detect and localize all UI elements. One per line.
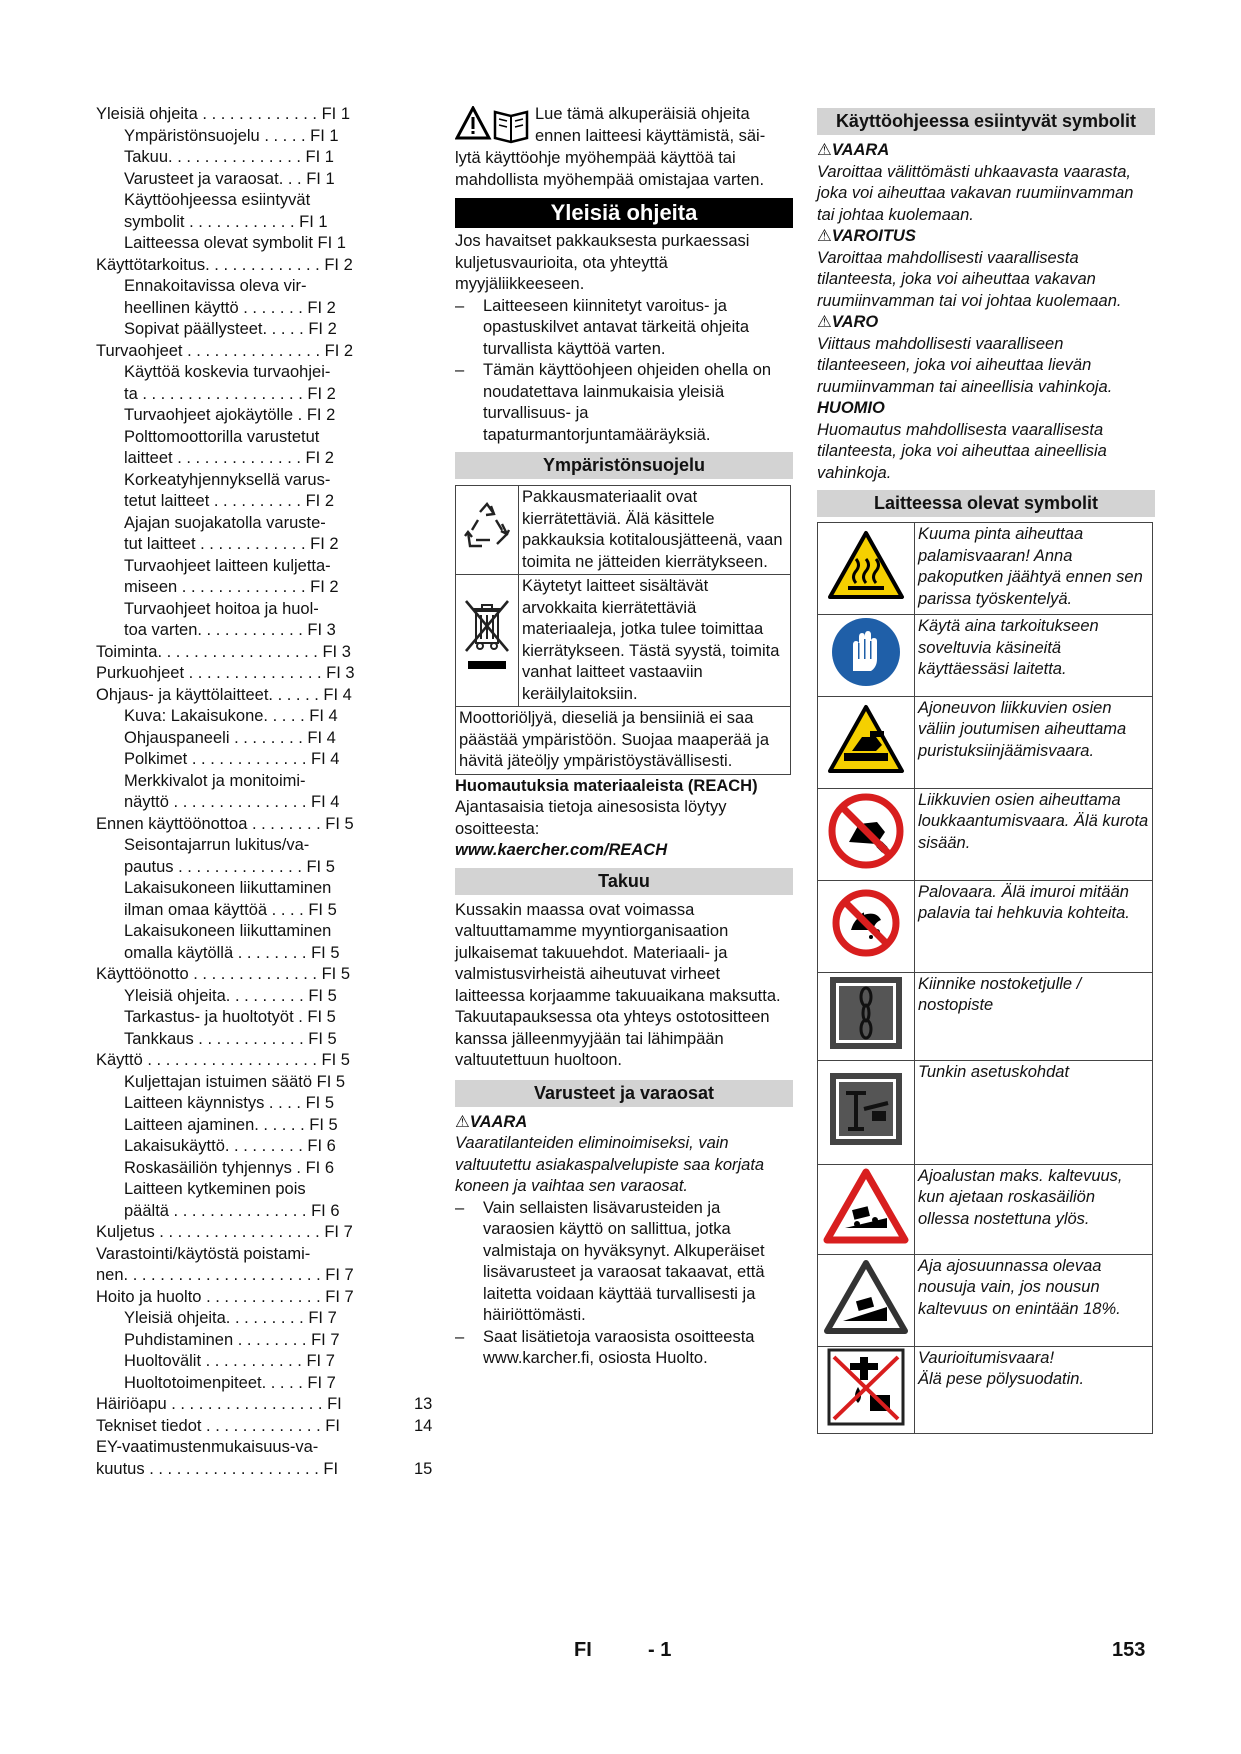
section-title-environment: Ympäristönsuojelu bbox=[455, 452, 793, 479]
footer-page-number: 153 bbox=[1112, 1639, 1146, 1661]
symbol-description: Varoittaa mahdollisesti vaarallisesta tilanteesta, joka voi aiheuttaa vakavan ruumiinvamman tai voi johtaa kuolemaan. bbox=[817, 248, 1122, 310]
reach-text: Ajantasaisia tietoja ainesosista löytyy osoitteesta: bbox=[455, 798, 727, 838]
toc-entry[interactable]: Hoito ja huolto . . . . . . . . . . . . . FI 7 bbox=[96, 1287, 354, 1306]
toc-entry[interactable]: Sopivat päällysteet. . . . . FI 2 bbox=[124, 320, 337, 338]
warranty-text: Kussakin maassa ovat voimassa valtuuttamamme myyntiorganisaation julkaisemat takuuehdot. Materiaali- ja valmistusvirheistä aiheutuvat virheet laitteessa korjaamme takuuaikana maksutta. Takuutapauksessa ota yhteys ostotositteen kanssa jälleenmyyjään tai lähimpään valtuutettuun huoltoon. bbox=[455, 900, 781, 1069]
manual-symbols-list bbox=[817, 140, 1155, 484]
toc-page-number: 15 bbox=[414, 1459, 433, 1478]
toc-entry[interactable]: EY-vaatimustenmukaisuus-va- kuutus . . . . . . . . . . . . . . . . . . . FI 15 bbox=[96, 1437, 378, 1480]
toc-entry[interactable]: Käyttöohjeessa esiintyvät symbolit . . . . . . . . . . . . FI 1 bbox=[124, 191, 328, 231]
toc-entry[interactable]: Kuljetus . . . . . . . . . . . . . . . . . . FI 7 bbox=[96, 1223, 353, 1241]
weee-bin-icon bbox=[456, 575, 519, 707]
toc-entry[interactable]: Ohjaus- ja käyttölaitteet. . . . . . FI 4 bbox=[96, 685, 352, 704]
warning-triangle-icon: ⚠ bbox=[817, 313, 832, 331]
intro-notice bbox=[455, 104, 793, 192]
toc-entry[interactable]: Turvaohjeet laitteen kuljetta- miseen . . . . . . . . . . . . . . FI 2 bbox=[124, 556, 339, 596]
symbol-description: Ajoneuvon liikkuvien osien väliin joutumisen aiheuttama puristuksiinjäämisvaara. bbox=[915, 696, 1153, 788]
toc-entry[interactable]: Laitteessa olevat symbolit FI 1 bbox=[124, 234, 346, 252]
toc-entry[interactable]: Huoltovälit . . . . . . . . . . . FI 7 bbox=[124, 1352, 335, 1370]
table-row bbox=[818, 1060, 1153, 1164]
symbol-description: Käytä aina tarkoitukseen soveltuvia käsineitä käyttäessäsi laitetta. bbox=[915, 615, 1153, 697]
table-row bbox=[818, 880, 1153, 972]
list-item: – Vain sellaisten lisävarusteiden ja varaosien käyttö on sallittua, jotka valmistaja on hyväksynyt. Alkuperäiset lisävarusteet ja varaosat takaavat, että laitetta voidaan käyttää turvallisesti ja häiriöttömästi. bbox=[455, 1198, 765, 1324]
list-item: – Laitteeseen kiinnitetyt varoitus- ja opastuskilvet antavat tärkeitä ohjeita turvallista käyttöä varten. bbox=[455, 296, 749, 358]
toc-page-number: 13 bbox=[414, 1395, 433, 1413]
table-row bbox=[818, 523, 1153, 615]
environment-text-packaging: Pakkausmateriaalit ovat kierrätettäviä. Älä käsittele pakkauksia kotitalousjätteenä, vaan toimita ne jätteiden kierrätykseen. bbox=[519, 486, 791, 575]
section-title-general: Yleisiä ohjeita bbox=[455, 198, 793, 228]
toc-entry[interactable]: Käyttöönotto . . . . . . . . . . . . . . FI 5 bbox=[96, 965, 351, 983]
table-of-contents bbox=[96, 104, 433, 1480]
device-symbols-table bbox=[817, 522, 1153, 1434]
table-row bbox=[818, 1254, 1153, 1346]
table-row bbox=[818, 696, 1153, 788]
reach-link[interactable]: www.kaercher.com/REACH bbox=[455, 841, 668, 859]
toc-entry[interactable]: Häiriöapu . . . . . . . . . . . . . . . . . FI 13 bbox=[96, 1394, 378, 1416]
toc-entry[interactable]: Puhdistaminen . . . . . . . . FI 7 bbox=[124, 1330, 340, 1349]
no-wash-filter-icon bbox=[818, 1346, 915, 1434]
toc-entry[interactable]: Ajajan suojakatolla varuste- tut laitteet . . . . . . . . . . . . FI 2 bbox=[124, 513, 339, 553]
toc-entry[interactable]: Ennakoitavissa oleva vir- heellinen käyttö . . . . . . . FI 2 bbox=[124, 277, 336, 317]
intro-line-1: Lue tämä alkuperäisiä ohjeita bbox=[535, 105, 750, 123]
toc-entry[interactable]: Laitteen kytkeminen pois päältä . . . . . . . . . . . . . . . FI 6 bbox=[124, 1180, 340, 1220]
symbol-description: Viittaus mahdollisesti vaaralliseen tilanteeseen, joka voi aiheuttaa lievän ruumiinvamman tai aineellisia vahinkoja. bbox=[817, 334, 1113, 396]
warning-triangle-icon: ⚠ bbox=[817, 227, 832, 245]
toc-entry[interactable]: Käyttö . . . . . . . . . . . . . . . . . . . FI 5 bbox=[96, 1051, 350, 1069]
toc-entry[interactable]: Toiminta. . . . . . . . . . . . . . . . . . FI 3 bbox=[96, 642, 351, 661]
symbol-description: Kiinnike nostoketjulle / nostopiste bbox=[915, 972, 1153, 1060]
warning-triangle-icon: ⚠ bbox=[817, 141, 832, 159]
table-row bbox=[818, 615, 1153, 697]
toc-entry[interactable]: Turvaohjeet . . . . . . . . . . . . . . . FI 2 bbox=[96, 341, 354, 360]
toc-entry[interactable]: Varastointi/käytöstä poistami- nen. . . . . . . . . . . . . . . . . . . . . . FI 7 bbox=[96, 1244, 354, 1284]
slope-percent-label: 18% bbox=[845, 1321, 858, 1328]
table-row bbox=[818, 788, 1153, 880]
toc-entry[interactable]: Lakaisukäyttö. . . . . . . . . FI 6 bbox=[124, 1137, 336, 1155]
toc-entry[interactable]: Polttomoottorilla varustetut laitteet . . . . . . . . . . . . . . FI 2 bbox=[124, 427, 334, 467]
toc-entry[interactable]: Purkuohjeet . . . . . . . . . . . . . . . FI 3 bbox=[96, 664, 355, 682]
symbol-description: Ajoalustan maks. kaltevuus, kun ajetaan roskasäiliön ollessa nostettuna ylös. bbox=[915, 1164, 1153, 1254]
toc-entry[interactable]: Merkkivalot ja monitoimi- näyttö . . . . . . . . . . . . . . . FI 4 bbox=[124, 771, 340, 811]
intro-line-4: mahdollista myöhempää omistajaa varten. bbox=[455, 171, 765, 189]
toc-entry[interactable]: Laitteen käynnistys . . . . FI 5 bbox=[124, 1094, 335, 1112]
toc-entry[interactable]: Käyttötarkoitus. . . . . . . . . . . . . FI 2 bbox=[96, 255, 353, 274]
toc-entry[interactable]: Seisontajarrun lukitus/va- pautus . . . . . . . . . . . . . . FI 5 bbox=[124, 836, 335, 876]
symbol-label-huomio: HUOMIO bbox=[817, 399, 885, 417]
column-right bbox=[817, 104, 1155, 1434]
accessories-warning-text: Vaaratilanteiden eliminoimiseksi, vain valtuutettu asiakaspalvelupiste saa korjata koneen ja vaihtaa sen varaosat. bbox=[455, 1134, 765, 1195]
table-row bbox=[818, 1346, 1153, 1434]
toc-entry[interactable]: Tarkastus- ja huoltotyöt . FI 5 bbox=[124, 1008, 336, 1026]
toc-entry[interactable]: Takuu. . . . . . . . . . . . . . . FI 1 bbox=[124, 148, 334, 166]
section-title-device-symbols: Laitteessa olevat symbolit bbox=[817, 490, 1155, 517]
footer-local-page: - 1 bbox=[648, 1639, 672, 1661]
environment-text-old-devices: Käytetyt laitteet sisältävät arvokkaita kierrätettäviä materiaaleja, jotka tulee toimittaa kierrätykseen. Tästä syystä, toimita vanhat laitteet vastaaviin keräilylaitoksiin. bbox=[519, 575, 791, 707]
toc-entry[interactable]: Laitteen ajaminen. . . . . . FI 5 bbox=[124, 1115, 338, 1134]
environment-text-oil: Moottoriöljyä, dieseliä ja bensiiniä ei saa päästää ympäristöön. Suojaa maaperää ja hävitä jäteöljy ympäristöystävällisesti. bbox=[456, 707, 791, 775]
symbol-description: Tunkin asetuskohdat bbox=[915, 1060, 1153, 1164]
toc-entry[interactable]: Yleisiä ohjeita. . . . . . . . . FI 5 bbox=[124, 986, 337, 1005]
list-item: – Saat lisätietoja varaosista osoitteesta www.karcher.fi, osiosta Huolto. bbox=[455, 1327, 755, 1367]
warning-triangle-icon: ⚠ bbox=[455, 1112, 470, 1131]
toc-entry[interactable]: Turvaohjeet hoitoa ja huol- toa varten. . . . . . . . . . . . FI 3 bbox=[124, 599, 336, 639]
gloves-icon bbox=[818, 615, 915, 697]
read-manual-icon bbox=[455, 106, 531, 144]
toc-entry[interactable]: Lakaisukoneen liikuttaminen ilman omaa käyttöä . . . . FI 5 bbox=[124, 879, 337, 919]
toc-entry[interactable]: Ohjauspaneeli . . . . . . . . FI 4 bbox=[124, 728, 336, 747]
toc-entry[interactable]: Lakaisukoneen liikuttaminen omalla käytöllä . . . . . . . . FI 5 bbox=[124, 922, 340, 962]
symbol-description: Palovaara. Älä imuroi mitään palavia tai hehkuvia kohteita. bbox=[915, 880, 1153, 972]
no-burning-objects-icon bbox=[818, 880, 915, 972]
symbol-description: Huomautus mahdollisesta vaarallisesta tilanteesta, joka voi aiheuttaa aineellisia vahinkoja. bbox=[817, 420, 1107, 482]
toc-entry[interactable]: Varusteet ja varaosat. . . FI 1 bbox=[124, 169, 335, 188]
symbol-label-varo: ⚠VARO bbox=[817, 313, 879, 331]
toc-entry[interactable]: Yleisiä ohjeita. . . . . . . . . FI 7 bbox=[124, 1309, 337, 1327]
general-paragraph: Jos havaitset pakkauksesta purkaessasi kuljetusvaurioita, ota yhteyttä myyjäliikkeeseen. bbox=[455, 232, 750, 293]
max-slope-icon bbox=[818, 1254, 915, 1346]
toc-entry[interactable]: Käyttöä koskevia turvaohjei- ta . . . . . . . . . . . . . . . . . . FI 2 bbox=[124, 363, 336, 403]
accessories-warning-label: ⚠VAARA bbox=[455, 1112, 528, 1131]
toc-entry[interactable]: Polkimet . . . . . . . . . . . . . FI 4 bbox=[124, 750, 340, 768]
list-item: – Tämän käyttöohjeen ohjeiden ohella on noudatettava lainmukaisia yleisiä turvallisuus- ja tapaturmantorjuntamääräyksiä. bbox=[455, 361, 772, 444]
section-title-manual-symbols: Käyttöohjeessa esiintyvät symbolit bbox=[817, 108, 1155, 135]
toc-entry[interactable]: Korkeatyhjennyksellä varus- tetut laitteet . . . . . . . . . . FI 2 bbox=[124, 470, 334, 510]
symbol-label-varoitus: ⚠VAROITUS bbox=[817, 227, 916, 245]
toc-entry[interactable]: Ympäristönsuojelu . . . . . FI 1 bbox=[124, 126, 339, 145]
symbol-description: Varoittaa välittömästi uhkaavasta vaarasta, joka voi aiheuttaa vakavan ruumiinvamman tai johtaa kuolemaan. bbox=[817, 162, 1134, 224]
toc-entry[interactable]: Turvaohjeet ajokäytölle . FI 2 bbox=[124, 406, 336, 424]
table-row bbox=[818, 972, 1153, 1060]
toc-entry[interactable]: Yleisiä ohjeita . . . . . . . . . . . . . FI 1 bbox=[96, 105, 351, 123]
symbol-description: Vaurioitumisvaara! Älä pese pölysuodatin. bbox=[915, 1346, 1153, 1434]
intro-line-2: ennen laitteesi käyttämistä, säi- bbox=[535, 127, 766, 145]
jack-point-icon bbox=[818, 1060, 915, 1164]
intro-line-3: lytä käyttöohje myöhempää käyttöä tai bbox=[455, 149, 736, 167]
toc-entry[interactable]: Kuljettajan istuimen säätö FI 5 bbox=[124, 1072, 346, 1091]
symbol-description: Kuuma pinta aiheuttaa palamisvaaran! Anna pakoputken jäähtyä ennen sen parissa työskentelyä. bbox=[915, 523, 1153, 615]
toc-entry[interactable]: Tekniset tiedot . . . . . . . . . . . . . FI 14 bbox=[96, 1416, 378, 1438]
section-title-warranty: Takuu bbox=[455, 868, 793, 895]
crush-hand-icon bbox=[818, 696, 915, 788]
footer-language: FI bbox=[574, 1639, 592, 1661]
hot-surface-icon bbox=[818, 523, 915, 615]
column-middle bbox=[455, 104, 793, 1370]
lifting-chain-icon bbox=[818, 972, 915, 1060]
tip-slope-icon bbox=[818, 1164, 915, 1254]
environment-table bbox=[455, 485, 791, 775]
recycle-icon bbox=[456, 486, 519, 575]
no-reach-in-icon bbox=[818, 788, 915, 880]
toc-page-number: 14 bbox=[414, 1416, 433, 1435]
symbol-label-vaara: ⚠VAARA bbox=[817, 141, 890, 159]
toc-entry[interactable]: Tankkaus . . . . . . . . . . . . FI 5 bbox=[124, 1029, 337, 1048]
table-row bbox=[818, 1164, 1153, 1254]
reach-title: Huomautuksia materiaaleista (REACH) bbox=[455, 776, 758, 795]
toc-entry[interactable]: Huoltotoimenpiteet. . . . . FI 7 bbox=[124, 1373, 336, 1392]
toc-entry[interactable]: Ennen käyttöönottoa . . . . . . . . FI 5 bbox=[96, 814, 354, 833]
symbol-description: Aja ajosuunnassa olevaa nousuja vain, jos nousun kaltevuus on enintään 18%. bbox=[915, 1254, 1153, 1346]
toc-entry[interactable]: Kuva: Lakaisukone. . . . . FI 4 bbox=[124, 707, 338, 725]
toc-entry[interactable]: Roskasäiliön tyhjennys . FI 6 bbox=[124, 1158, 335, 1177]
section-title-accessories: Varusteet ja varaosat bbox=[455, 1080, 793, 1107]
symbol-description: Liikkuvien osien aiheuttama loukkaantumisvaara. Älä kurota sisään. bbox=[915, 788, 1153, 880]
